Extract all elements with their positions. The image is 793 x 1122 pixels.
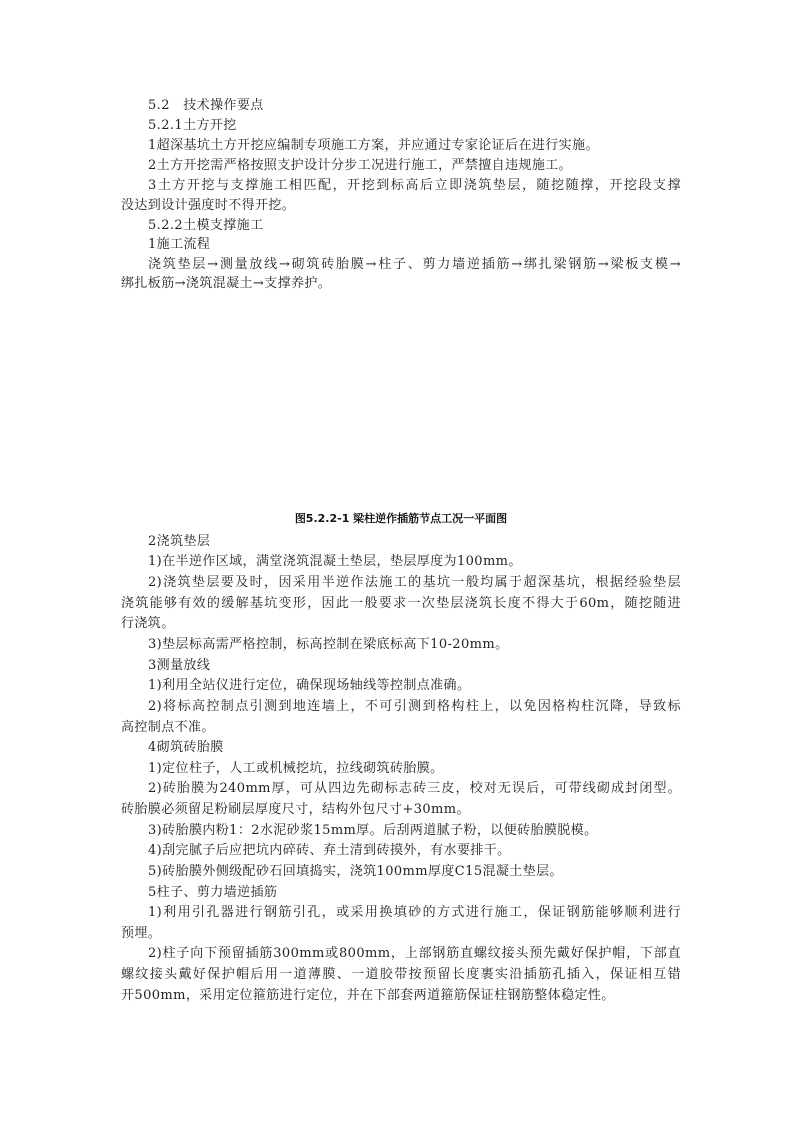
paragraph: 3)垫层标高需严格控制，标高控制在梁底标高下10-20mm。 — [148, 637, 509, 652]
paragraph-line: 1)利用引孔器进行钢筋引孔，或采用换填砂的方式进行施工，保证钢筋能够顺利进行 — [148, 905, 681, 920]
subsection-heading-earthwork: 5.2.1土方开挖 — [148, 118, 237, 133]
paragraph-line: 高控制点不准。 — [121, 720, 215, 735]
paragraph-line: 3土方开挖与支撑施工相匹配，开挖到标高后立即浇筑垫层，随挖随撑，开挖段支撑 — [148, 178, 681, 193]
figure-placeholder — [121, 290, 681, 505]
paragraph: 2土方开挖需严格按照支护设计分步工况进行施工，严禁擅自违规施工。 — [148, 158, 573, 173]
paragraph: 1)利用全站仪进行定位，确保现场轴线等控制点准确。 — [148, 678, 471, 693]
paragraph-line: 没达到设计强度时不得开挖。 — [121, 198, 296, 213]
flow-title: 1施工流程 — [148, 237, 211, 252]
paragraph-line: 2)砖胎膜为240mm厚，可从四边先砌标志砖三皮，校对无误后，可带线砌成封闭型。 — [148, 781, 681, 796]
paragraph: 3)砖胎膜内粉1：2水泥砂浆15mm厚。后刮两道腻子粉，以便砖胎膜脱模。 — [148, 823, 598, 838]
paragraph: 4)刮完腻子后应把坑内碎砖、弃土清到砖摸外，有水要排干。 — [148, 843, 511, 858]
paragraph-line: 螺纹接头戴好保护帽后用一道薄膜、一道胶带按预留长度裹实沿插筋孔插入，保证相互错 — [121, 967, 681, 982]
paragraph-line: 2)浇筑垫层要及时，因采用半逆作法施工的基坑一般均属于超深基坑，根据经验垫层 — [148, 575, 681, 590]
section-title: 4砌筑砖胎膜 — [148, 740, 224, 755]
section-title: 5柱子、剪力墙逆插筋 — [148, 885, 278, 900]
paragraph-line: 浇筑能够有效的缓解基坑变形，因此一般要求一次垫层浇筑长度不得大于60m，随挖随进 — [121, 596, 681, 611]
section-title: 2浇筑垫层 — [148, 534, 211, 549]
paragraph: 1超深基坑土方开挖应编制专项施工方案，并应通过专家论证后在进行实施。 — [148, 138, 599, 153]
paragraph: 5)砖胎膜外侧级配砂石回填捣实，浇筑100mm厚度C15混凝土垫层。 — [148, 864, 563, 879]
section-heading: 5.2 技术操作要点 — [148, 98, 264, 113]
paragraph: 1)在半逆作区域，满堂浇筑混凝土垫层，垫层厚度为100mm。 — [148, 554, 522, 569]
paragraph-line: 预埋。 — [121, 926, 162, 941]
paragraph-line: 砖胎膜必须留足粉刷层厚度尺寸，结构外包尺寸+30mm。 — [121, 802, 470, 817]
figure-caption: 图5.2.2-1 梁柱逆作插筋节点工况一平面图 — [294, 512, 508, 525]
paragraph-line: 2)柱子向下预留插筋300mm或800mm，上部钢筋直螺纹接头预先戴好保护帽，下部直 — [148, 946, 681, 961]
section-title: 3测量放线 — [148, 658, 211, 673]
paragraph-line: 行浇筑。 — [121, 616, 175, 631]
paragraph-line: 2)将标高控制点引测到地连墙上，不可引测到格构柱上，以免因格构柱沉降，导致标 — [148, 699, 681, 714]
flow-line: 绑扎板筋→浇筑混凝土→支撑养护。 — [121, 276, 332, 291]
paragraph-line: 开500mm，采用定位箍筋进行定位，并在下部套两道箍筋保证柱钢筋整体稳定性。 — [121, 988, 615, 1003]
subsection-heading-formwork: 5.2.2土模支撑施工 — [148, 218, 264, 233]
paragraph: 1)定位柱子，人工或机械挖坑，拉线砌筑砖胎膜。 — [148, 761, 444, 776]
flow-line: 浇筑垫层→测量放线→砌筑砖胎膜→柱子、剪力墙逆插筋→绑扎梁钢筋→梁板支模→ — [148, 257, 681, 272]
